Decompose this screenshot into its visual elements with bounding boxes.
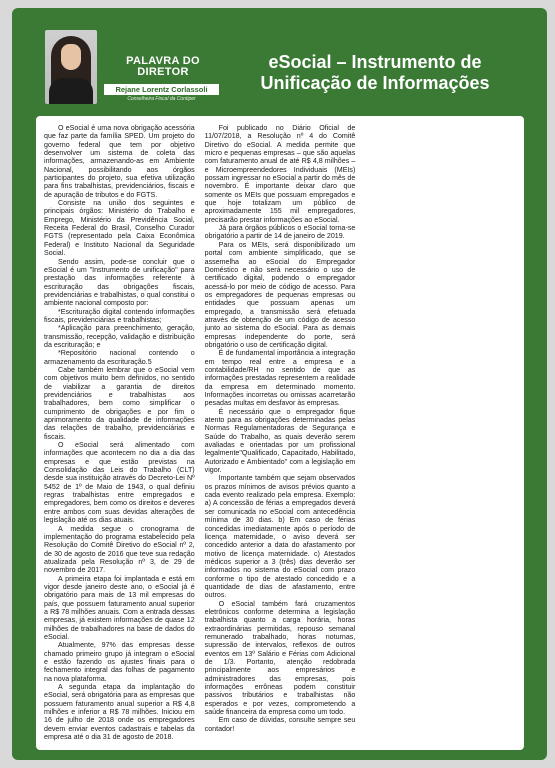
paragraph: A medida segue o cronograma de implementação do programa estabelecido pela Resolução do Comitê Diretivo do eSocial nº 2, de 30 de agosto de 2016 que teve sua redação atualizada pela Resolução nº 3, de 29 de novembro de 2017.: [44, 524, 195, 575]
paragraph: Cabe também lembrar que o eSocial vem com objetivos muito bem definidos, no sentido de viabilizar a garantia de direitos previdenciários e trabalhistas aos trabalhadores, bem como simplificar o cumprimento de obrigações e por fim o aprimoramento da qualidade de informações das relações de trabalho, previdenciárias e fiscais.: [44, 365, 195, 441]
paragraph: O eSocial será alimentado com informações que acontecem no dia a dia das empresas e que estão previstas na Consolidação das Leis do Trabalho (CLT) desde sua instituição através do Decreto-Lei Nº 5452 de 1º de Maio de 1943, o qual definiu regras trabalhistas entre empregados e empregadores, bem como os direitos e deveres entre ambos com suas devidas alterações de legislação até os dias atuais.: [44, 441, 195, 525]
section-label-line2: DIRETOR: [137, 66, 189, 78]
section-label-line1: PALAVRA DO: [126, 55, 200, 67]
article-title: [240, 52, 510, 94]
closing-paragraph: Em caso de dúvidas, consulte sempre seu contador!: [204, 716, 356, 733]
paragraph: É necessário que o empregador fique atento para as obrigações determinadas pelas Normas Regulamentadoras de Segurança e Saúde do Trabalho, as quais deverão serem avaliadas e orientadas por um profissional legalmente"Qualificado, Capacitado, Habilitado, Autorizado e Ambientado" com a legislação em vigor.: [204, 407, 356, 475]
paragraph: A primeira etapa foi implantada e está em vigor desde janeiro deste ano, o eSocial já é obrigatório para mais de 13 mil empresas do país, que possuem faturamento anual superior a R$ 78 milhões anuais. Com a entrada dessas empresas, já existem informações de quase 12 milhões de trabalhadores na base de dados do eSocial.: [44, 574, 195, 641]
paragraph: Já para órgãos públicos o eSocial torna-se obrigatório a partir de 14 de janeiro de 2019.: [204, 224, 356, 241]
author-position: Conselheira Fiscal da Contiper: [127, 96, 196, 102]
author-name: Rejane Lorentz Corlassoli: [104, 84, 219, 95]
article-header: [12, 8, 547, 108]
paragraph: Foi publicado no Diário Oficial de 11/07/2018, a Resolução nº 4 do Comitê Diretivo do eSocial. A medida permite que micro e pequenas empresas – que são aquelas com faturamento anual de até R$ 4,8 milhões – e Microempreendedores Individuais (MEIs) possam ingressar no eSocial a partir do mês de novembro. É importante deixar claro que somente os MEIs que possuam empregados e que hoje totalizam um público de aproximadamente 155 mil empregadores, precisarão prestar informações ao eSocial.: [204, 124, 356, 224]
paragraph: *Escrituração digital contendo informações fiscais, previdenciárias e trabalhistas;: [44, 307, 195, 324]
paragraph: É de fundamental importância a integração em tempo real entre a empresa e a contabilidade/RH no sentido de que as informações prestadas representem a realidade da empresa em determinado momento. Informações incorretas ou omissas acarretarão pesadas multas em desfavor às empresas.: [204, 349, 356, 408]
paragraph: A segunda etapa da implantação do eSocial, será obrigatória para as empresas que possuem faturamento anual superior a R$ 4,8 milhões e inferior a R$ 78 milhões. Iniciou em 16 de julho de 2018 onde os empregadores devem enviar eventos cadastrais e tabelas da empresa até o dia 31 de agosto de 2018.: [44, 683, 195, 742]
paragraph: Atualmente, 97% das empresas desse chamado primeiro grupo já integram o eSocial e estão fazendo os ajustes finais para o fechamento integral das folhas de pagamento na nova plataforma.: [44, 641, 195, 683]
section-label: [108, 56, 218, 78]
paragraph: O eSocial é uma nova obrigação acessória que faz parte da família SPED. Um projeto do governo federal que tem por objetivo desenvolver um sistema de coleta das informações, armazenando-as em Ambiente Nacional, possibilitando aos órgãos participantes do projeto, sua efetiva utilização para fins trabalhistas, previdenciários, fiscais e de apuração de tributos e do FGTS.: [44, 124, 195, 199]
article-body: [36, 116, 524, 750]
paragraph: *Aplicação para preenchimento, geração, transmissão, recepção, validação e distribuição da escrituração; e: [44, 324, 195, 349]
paragraph: *Repositório nacional contendo o armazenamento da escrituração.5: [44, 349, 195, 366]
paragraph: Para os MEIs, será disponibilizado um portal com ambiente simplificado, que se assemelha ao eSocial do Empregador Doméstico e não será necessário o uso de certificado digital, podendo o empregador acessá-lo por meio de código de acesso. Para os empregadores de pequenas empresas ou entidades que possuam apenas um empregado, a transmissão será efetuada através de obtenção de um código de acesso junto ao sistema do eSocial. Para as demais empresas independente do porte, será obrigatório o uso de certificação digital.: [204, 240, 356, 349]
article-title-line2: Unificação de Informações: [260, 73, 490, 93]
paragraph: O eSocial também fará cruzamentos eletrônicos conforme determina a legislação trabalhista quanto a carga horária, horas extraordinárias permitidas, repouso semanal remunerado trabalhado, horas noturnas, supressão de intervalos, reflexos de outros eventos em 13º Salário e Férias com Adicional de 1/3. Portanto, atenção redobrada principalmente aos empresários e administradores das empresas, pois informações errôneas podem constituir passivos tributários e trabalhistas não esperados e por vezes, comprometendo a saúde financeira da empresa como um todo.: [204, 599, 356, 717]
article-columns: [44, 124, 516, 748]
paragraph: Sendo assim, pode-se concluir que o eSocial é um "Instrumento de unificação" para prestação das informações referente à escrituração das obrigações fiscais, previdenciárias e trabalhistas, o qual constitui o ambiente nacional composto por:: [44, 257, 195, 308]
magazine-page: [12, 8, 547, 760]
article-title-line1: eSocial – Instrumento de: [268, 52, 482, 72]
author-photo: [45, 30, 97, 104]
paragraph: Consiste na união dos seguintes e principais órgãos: Ministério do Trabalho e Emprego, Ministério da Previdência Social, Receita Federal do Brasil, Conselho Curador FGTS (representado pela Caixa Econômica Federal) e Instituto Nacional da Seguridade Social.: [44, 199, 195, 258]
paragraph: Importante também que sejam observados os prazos mínimos de avisos prévios quanto a cada evento realizado pela empresa. Exemplo: a) A concessão de férias a empregados deverá ser comunicada no eSocial com antecedência mínima de 30 dias. b) Em caso de férias concedidas imediatamente após o período de licença maternidade, o aviso deverá ser concedido anterior a data do afastamento por motivo de licença maternidade. c) Atestados médicos superior a 3 (três) dias deverão ser informados no sistema do eSocial com prazo conforme o tipo de atestado concedido e a quantidade de dias de afastamento, entre outros.: [204, 474, 356, 600]
